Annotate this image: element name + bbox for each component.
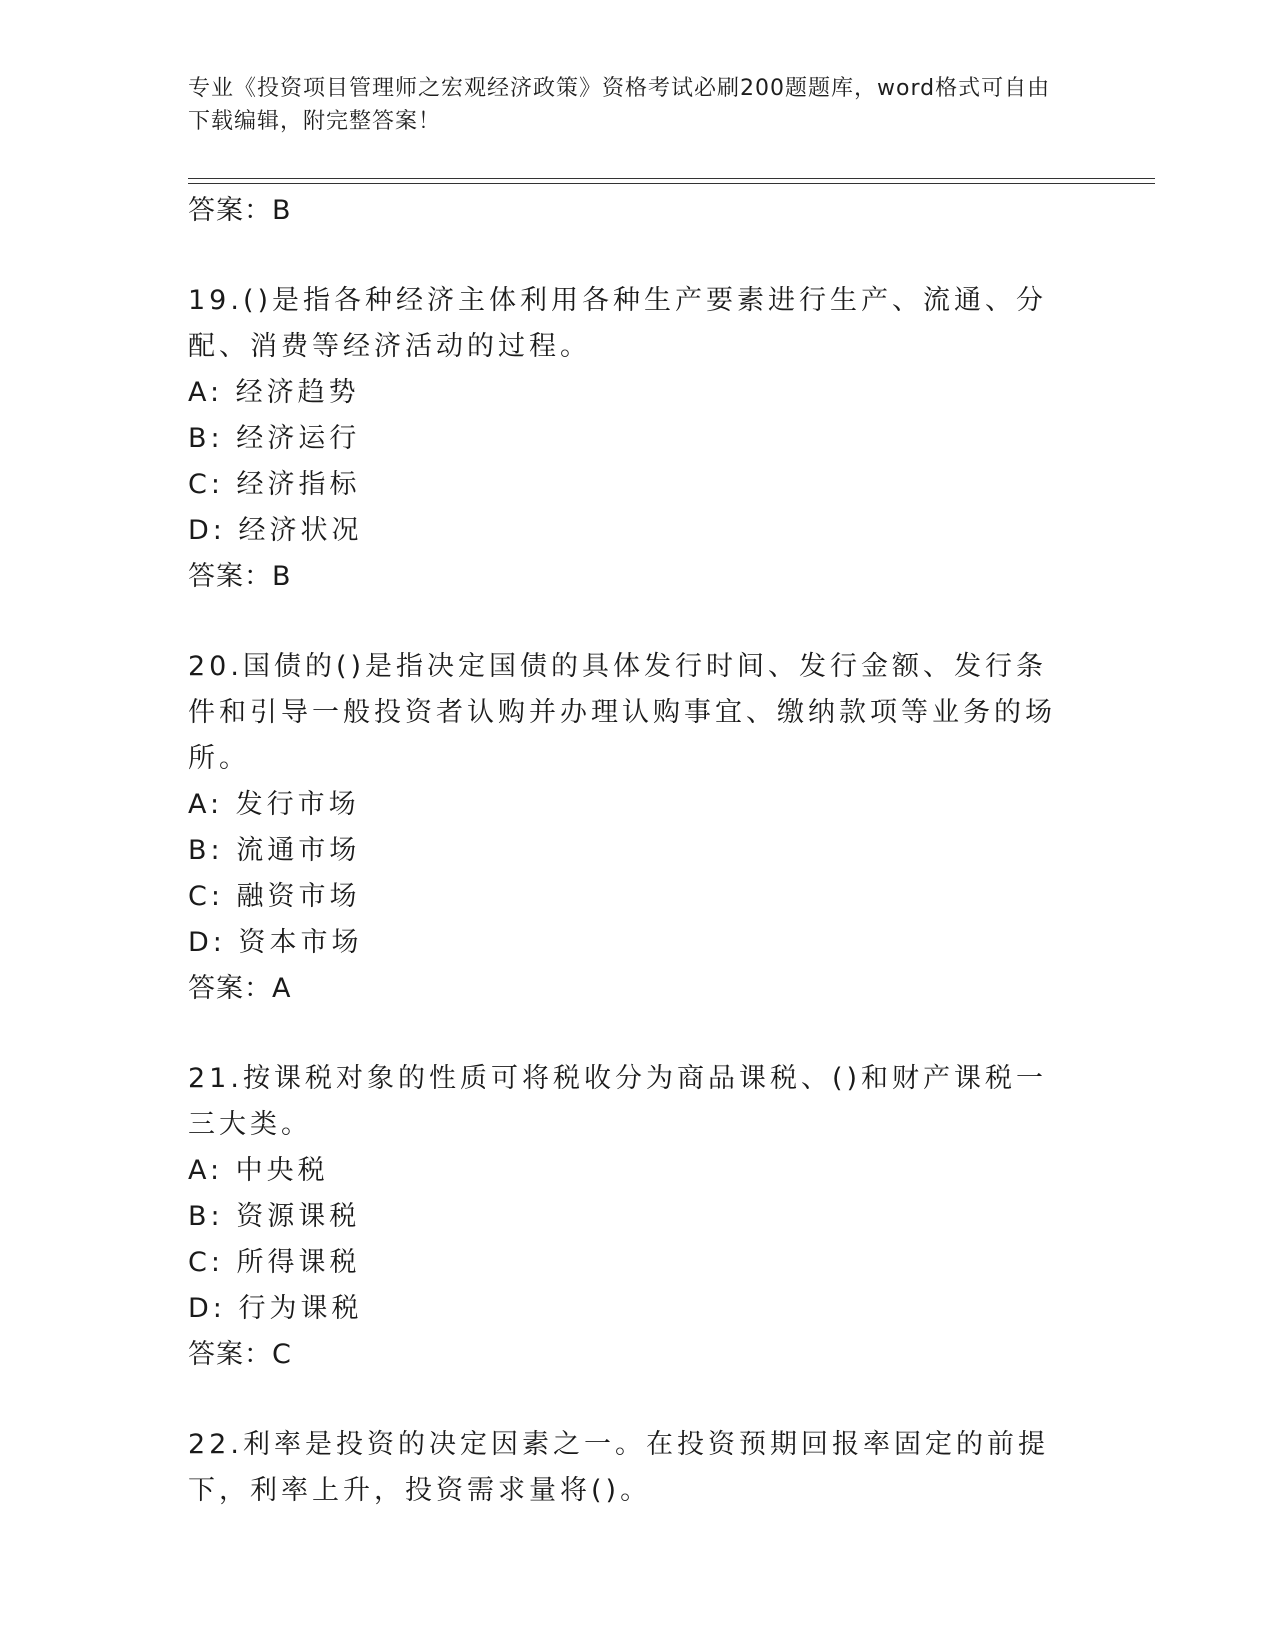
option-a: A: 经济趋势: [188, 377, 360, 408]
previous-answer: 答案：B: [188, 195, 292, 226]
question-19: [188, 278, 1068, 600]
question-text: 22.利率是投资的决定因素之一。在投资预期回报率固定的前提下，利率上升，投资需求量将()。: [188, 1429, 1049, 1506]
answer: 答案：B: [188, 561, 292, 592]
option-c: C: 所得课税: [188, 1247, 361, 1278]
option-a: A: 发行市场: [188, 789, 360, 820]
question-text: 19.()是指各种经济主体利用各种生产要素进行生产、流通、分配、消费等经济活动的过程。: [188, 285, 1048, 362]
question-22: [188, 1422, 1068, 1514]
option-d: D: 行为课税: [188, 1293, 363, 1324]
header-divider-bottom: [188, 183, 1155, 184]
header-divider-top: [188, 178, 1155, 179]
question-21: [188, 1056, 1068, 1378]
option-c: C: 融资市场: [188, 881, 361, 912]
option-b: B: 流通市场: [188, 835, 361, 866]
option-d: D: 资本市场: [188, 927, 363, 958]
option-c: C: 经济指标: [188, 469, 361, 500]
question-20: [188, 644, 1068, 1012]
option-d: D: 经济状况: [188, 515, 363, 546]
answer: 答案：A: [188, 973, 292, 1004]
option-b: B: 经济运行: [188, 423, 361, 454]
option-a: A: 中央税: [188, 1155, 329, 1186]
answer: 答案：C: [188, 1339, 292, 1370]
question-text: 20.国债的()是指决定国债的具体发行时间、发行金额、发行条件和引导一般投资者认购并办理认购事宜、缴纳款项等业务的场所。: [188, 651, 1056, 774]
question-text: 21.按课税对象的性质可将税收分为商品课税、()和财产课税一三大类。: [188, 1063, 1048, 1140]
question-list: [188, 188, 1068, 1514]
page-header: 专业《投资项目管理师之宏观经济政策》资格考试必刷200题题库，word格式可自由下载编辑，附完整答案！: [188, 76, 1051, 134]
option-b: B: 资源课税: [188, 1201, 361, 1232]
